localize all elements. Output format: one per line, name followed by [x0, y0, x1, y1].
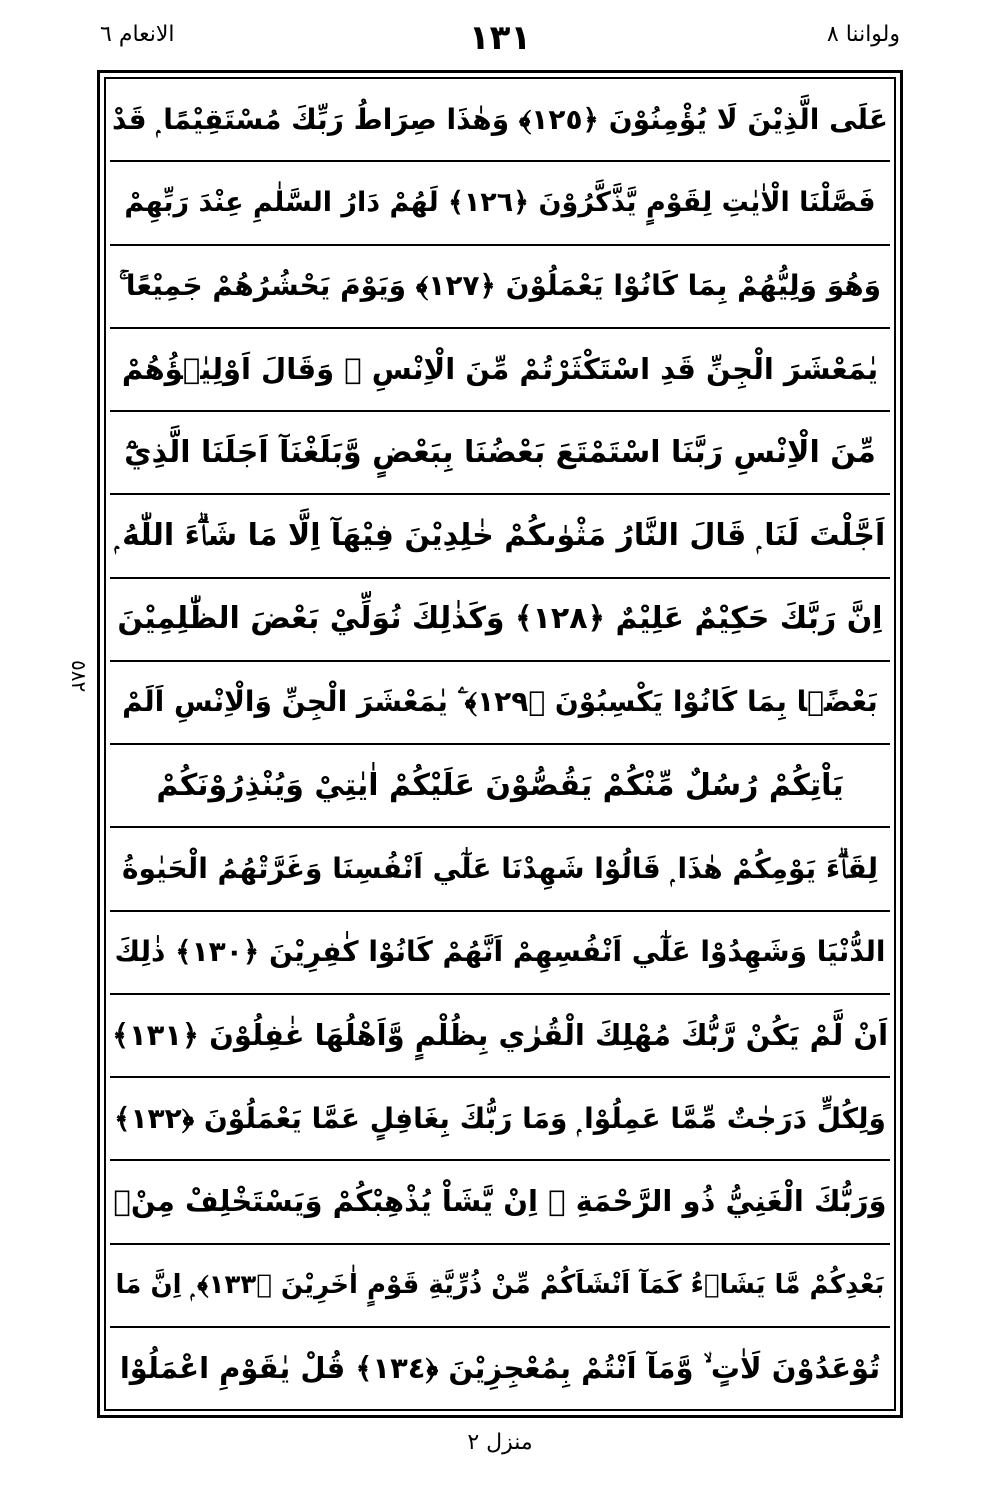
verse-line-text: وَلِكُلٍّ دَرَجٰتٌ مِّمَّا عَمِلُوْا ۭ وَمَا رَبُّكَ بِغَافِلٍ عَمَّا يَعْمَلُوْنَ ﴿١٣٢﴾	[114, 1101, 886, 1135]
verse-line	[110, 1328, 890, 1409]
verse-line	[110, 662, 890, 745]
verse-line	[110, 828, 890, 911]
verse-line	[110, 79, 890, 162]
verse-line	[110, 995, 890, 1078]
verse-line-text: يَاْتِكُمْ رُسُلٌ مِّنْكُمْ يَقُصُّوْنَ عَلَيْكُمْ اٰيٰتِيْ وَيُنْذِرُوْنَكُمْ	[156, 767, 844, 803]
verse-line-text: الدُّنْيَا وَشَهِدُوْا عَلٰٓي اَنْفُسِهِمْ اَنَّهُمْ كَانُوْا كٰفِرِيْنَ ﴿١٣٠﴾ ذٰلِكَ	[114, 935, 886, 969]
verse-line-text: فَصَّلْنَا الْاٰيٰتِ لِقَوْمٍ يَّذَّكَّرُوْنَ ﴿١٢٦﴾ لَهُمْ دَارُ السَّلٰمِ عِنْدَ رَبِّهِمْ	[124, 187, 876, 219]
verse-line-text: يٰمَعْشَرَ الْجِنِّ قَدِ اسْتَكْثَرْتُمْ مِّنَ الْاِنْسِ ۚ وَقَالَ اَوْلِيٰۗؤُهُمْ	[121, 351, 879, 386]
verse-line	[110, 329, 890, 412]
verse-line-text: بَعْضًۢا بِمَا كَانُوْا يَكْسِبُوْنَ ﴿١٢٩﴾ ۧ يٰمَعْشَرَ الْجِنِّ وَالْاِنْسِ اَلَمْ	[122, 685, 878, 719]
verse-line	[110, 745, 890, 828]
verse-line	[110, 412, 890, 495]
verse-line	[110, 1245, 890, 1328]
verse-line	[110, 912, 890, 995]
juz-title: ولواننا ٨	[826, 22, 900, 47]
verse-line-text: اَجَّلْتَ لَنَا ۭ قَالَ النَّارُ مَثْوٰىكُمْ خٰلِدِيْنَ فِيْهَآ اِلَّا مَا شَاۗءَ اللّٰهُ ۭ	[114, 517, 886, 553]
page-number: ١٣١	[468, 18, 532, 58]
surah-title: الانعام ٦	[100, 22, 175, 47]
verse-line	[110, 1161, 890, 1244]
verse-line-text: وَرَبُّكَ الْغَنِيُّ ذُو الرَّحْمَةِ ۭ اِنْ يَّشَاْ يُذْهِبْكُمْ وَيَسْتَخْلِفْ مِنْۢ	[113, 1184, 887, 1219]
verse-line-text: بَعْدِكُمْ مَّا يَشَاۗءُ كَمَآ اَنْشَاَكُمْ مِّنْ ذُرِّيَّةِ قَوْمٍ اٰخَرِيْنَ ﴿١٣٣﴾ ۭ اِنَّ مَا	[115, 1270, 885, 1301]
verse-line	[110, 579, 890, 662]
margin-ruku-note: ٥٨٢	[67, 660, 91, 693]
verse-line-text: اِنَّ رَبَّكَ حَكِيْمٌ عَلِيْمٌ ﴿١٢٨﴾ وَكَذٰلِكَ نُوَلِّيْ بَعْضَ الظّٰلِمِيْنَ	[117, 601, 883, 637]
verse-line-text: وَهُوَ وَلِيُّهُمْ بِمَا كَانُوْا يَعْمَلُوْنَ ﴿١٢٧﴾ وَيَوْمَ يَحْشُرُهُمْ جَمِيْعًا ۚ	[118, 269, 882, 303]
verse-line-text: لِقَاۗءَ يَوْمِكُمْ هٰذَا ۭ قَالُوْا شَهِدْنَا عَلٰٓي اَنْفُسِنَا وَغَرَّتْهُمُ الْحَيٰوةُ	[121, 851, 879, 885]
verse-line-text: تُوْعَدُوْنَ لَاٰتٍ ۙ وَّمَآ اَنْتُمْ بِمُعْجِزِيْنَ ﴿١٣٤﴾ قُلْ يٰقَوْمِ اعْمَلُوْا	[119, 1350, 881, 1385]
verse-line	[110, 495, 890, 578]
text-frame-inner	[104, 77, 896, 1411]
verse-line-text: اَنْ لَّمْ يَكُنْ رَّبُّكَ مُهْلِكَ الْقُرٰي بِظُلْمٍ وَّاَهْلُهَا غٰفِلُوْنَ ﴿١٣١﴾	[111, 1017, 889, 1052]
verse-lines	[110, 79, 890, 1409]
verse-line	[110, 162, 890, 245]
manzil-footer: منزل ٢	[467, 1430, 533, 1455]
verse-line-text: مِّنَ الْاِنْسِ رَبَّنَا اسْتَمْتَعَ بَعْضُنَا بِبَعْضٍ وَّبَلَغْنَآ اَجَلَنَا الَّذِيْٓ	[124, 434, 876, 470]
verse-line	[110, 246, 890, 329]
verse-line	[110, 1078, 890, 1161]
verse-line-text: عَلَى الَّذِيْنَ لَا يُؤْمِنُوْنَ ﴿١٢٥﴾ وَهٰذَا صِرَاطُ رَبِّكَ مُسْتَقِيْمًا ۭ قَدْ	[112, 102, 888, 136]
text-frame	[97, 70, 903, 1418]
page-header	[100, 18, 900, 70]
